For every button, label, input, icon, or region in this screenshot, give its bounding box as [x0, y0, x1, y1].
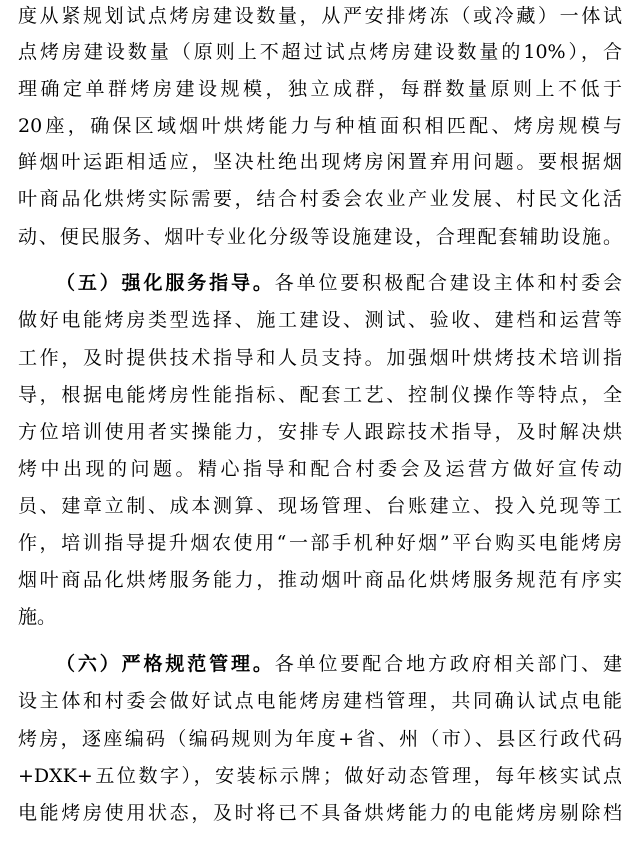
text-line: 动、便民服务、烟叶专业化分级等设施建设，合理配套辅助设施。 — [18, 226, 622, 248]
section-5-intro: 各单位要积极配合建设主体和村委会 — [274, 272, 622, 294]
text-line: 鲜烟叶运距相适应，坚决杜绝出现烤房闲置弃用问题。要根据烟 — [18, 151, 622, 173]
text-line: 设主体和村委会做好试点电能烤房建档管理，共同确认试点电能 — [18, 690, 622, 712]
text-line: 员、建章立制、成本测算、现场管理、台账建立、投入兑现等工 — [18, 495, 622, 517]
text-line: 点烤房建设数量（原则上不超过试点烤房建设数量的10%），合 — [18, 41, 622, 63]
text-line: 理确定单群烤房建设规模，独立成群，每群数量原则上不低于 — [18, 78, 622, 100]
section-6-intro: 各单位要配合地方政府相关部门、建 — [274, 653, 622, 675]
text-line: 叶商品化烘烤实际需要，结合村委会农业产业发展、村民文化活 — [18, 188, 622, 210]
section-5-first-line — [56, 267, 622, 299]
text-line: 烟叶商品化烘烤服务能力，推动烟叶商品化烘烤服务规范有序实 — [18, 569, 622, 591]
text-line: 工作，及时提供技术指导和人员支持。加强烟叶烘烤技术培训指 — [18, 347, 622, 369]
section-6-first-line — [56, 648, 622, 680]
text-line: 烤中出现的问题。精心指导和配合村委会及运营方做好宣传动 — [18, 458, 622, 480]
text-line: 施。 — [18, 606, 57, 628]
text-line: 电能烤房使用状态，及时将已不具备烘烤能力的电能烤房剔除档 — [18, 802, 622, 824]
text-line: 烤房，逐座编码（编码规则为年度+省、州（市）、县区行政代码 — [18, 728, 622, 750]
text-line: 导，根据电能烤房性能指标、配套工艺、控制仪操作等特点，全 — [18, 384, 622, 406]
text-line: 方位培训使用者实操能力，安排专人跟踪技术指导，及时解决烘 — [18, 421, 622, 443]
text-line: 度从紧规划试点烤房建设数量，从严安排烤冻（或冷藏）一体试 — [18, 5, 622, 27]
text-line: 20座，确保区域烟叶烘烤能力与种植面积相匹配、烤房规模与 — [18, 115, 622, 137]
text-line: 作，培训指导提升烟农使用“一部手机种好烟”平台购买电能烤房 — [18, 532, 622, 554]
section-5-heading: （五）强化服务指导。 — [56, 272, 275, 294]
text-line: 做好电能烤房类型选择、施工建设、测试、验收、建档和运营等 — [18, 309, 622, 331]
section-6-heading: （六）严格规范管理。 — [56, 653, 275, 675]
text-line: +DXK+五位数字），安装标示牌；做好动态管理，每年核实试点 — [18, 765, 622, 787]
